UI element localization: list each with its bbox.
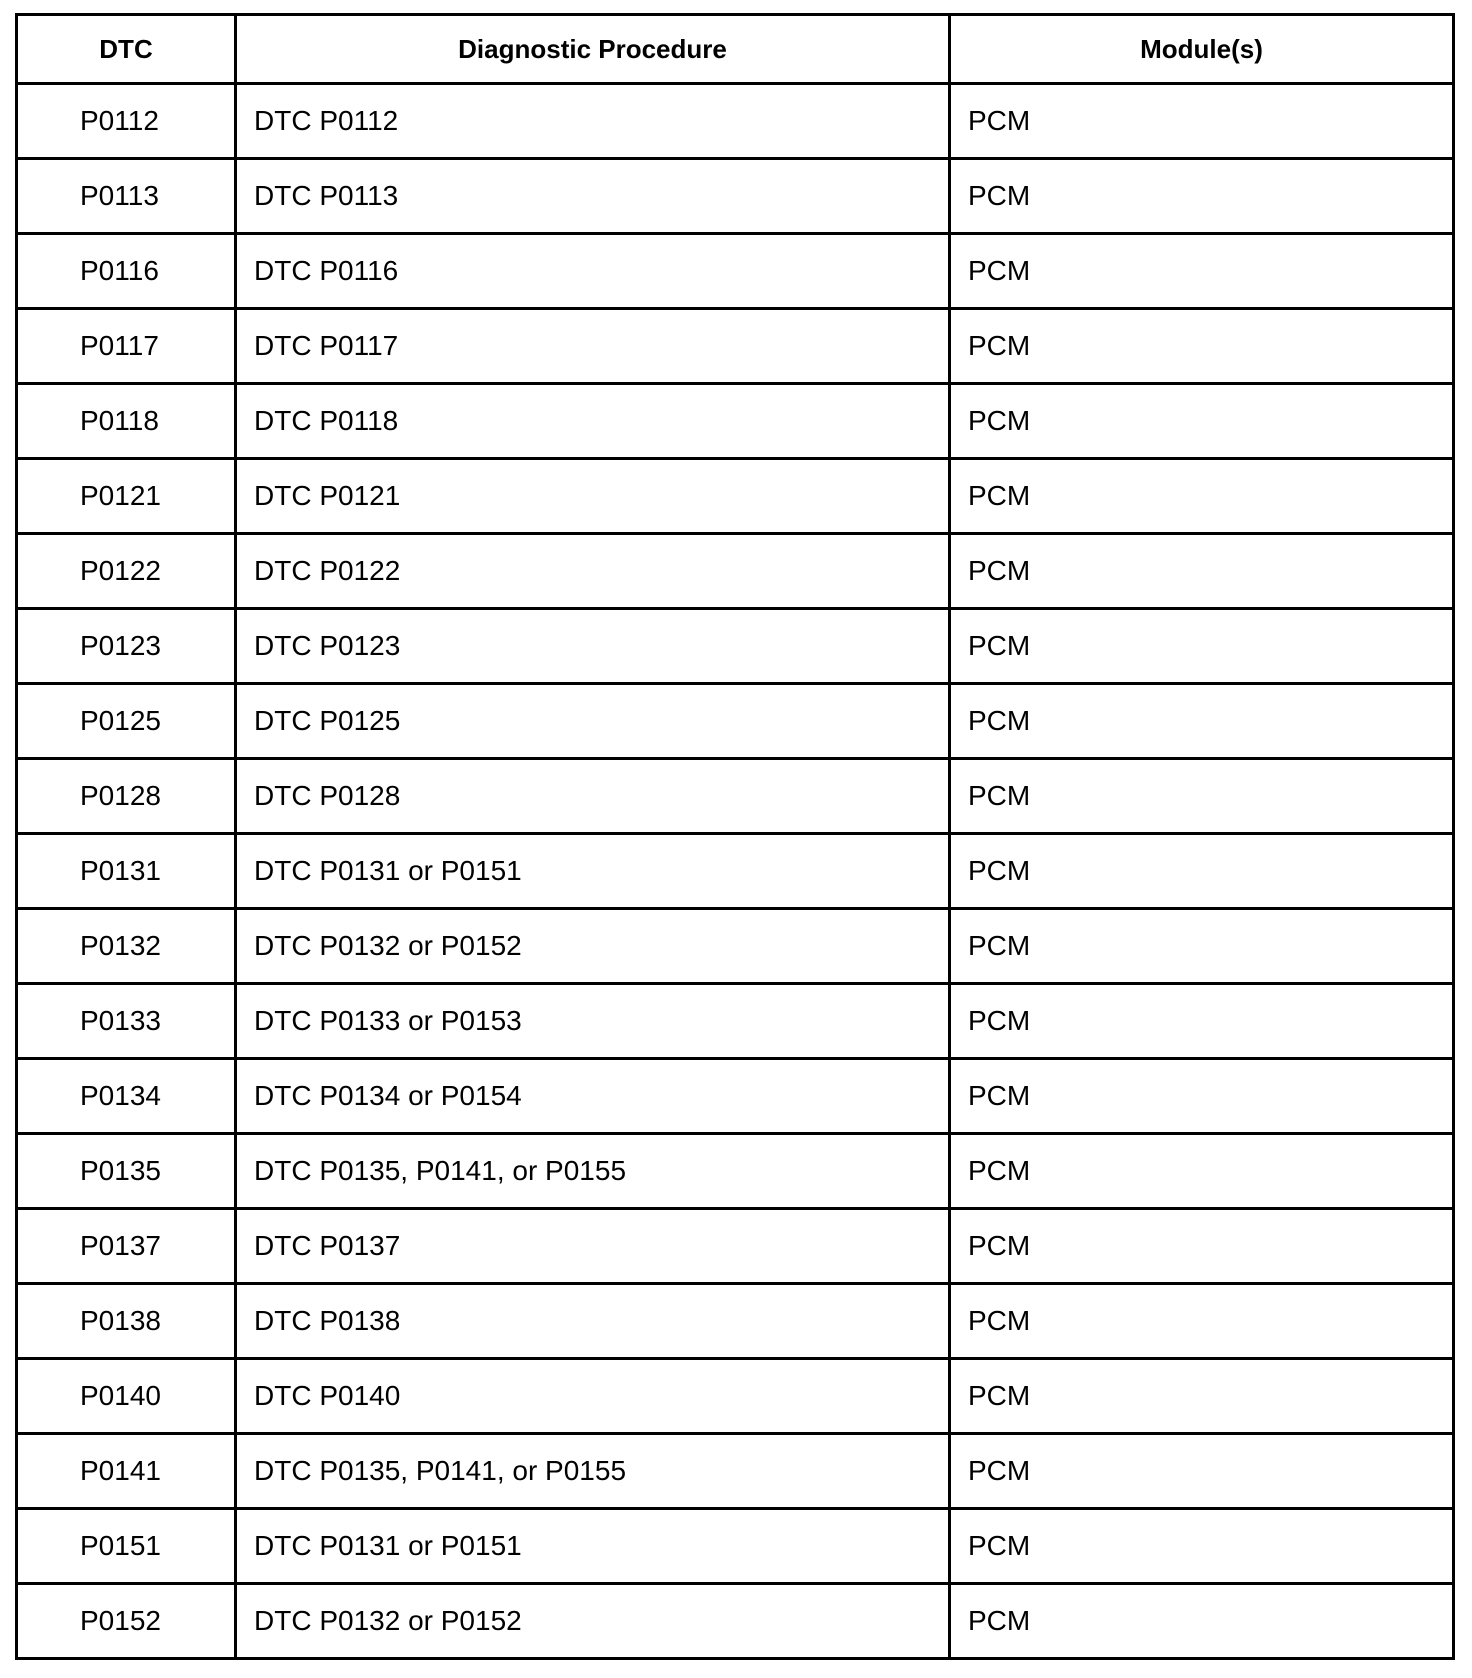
table-row xyxy=(17,1284,1454,1359)
table-row xyxy=(17,759,1454,834)
table-row xyxy=(17,1509,1454,1584)
dtc-code-cell: P0138 xyxy=(17,1284,236,1359)
module-cell: PCM xyxy=(950,1584,1454,1659)
table-row xyxy=(17,609,1454,684)
module-cell: PCM xyxy=(950,159,1454,234)
module-cell: PCM xyxy=(950,1359,1454,1434)
dtc-code-cell: P0118 xyxy=(17,384,236,459)
diagnostic-procedure-cell: DTC P0140 xyxy=(236,1359,950,1434)
module-cell: PCM xyxy=(950,1059,1454,1134)
table-row xyxy=(17,834,1454,909)
header-dtc: DTC xyxy=(17,15,236,84)
table-row xyxy=(17,1359,1454,1434)
table-row xyxy=(17,1209,1454,1284)
module-cell: PCM xyxy=(950,1509,1454,1584)
dtc-code-cell: P0123 xyxy=(17,609,236,684)
diagnostic-procedure-cell: DTC P0132 or P0152 xyxy=(236,1584,950,1659)
diagnostic-procedure-cell: DTC P0128 xyxy=(236,759,950,834)
diagnostic-procedure-cell: DTC P0131 or P0151 xyxy=(236,834,950,909)
table-row xyxy=(17,1434,1454,1509)
dtc-code-cell: P0122 xyxy=(17,534,236,609)
dtc-code-cell: P0112 xyxy=(17,84,236,159)
diagnostic-procedure-cell: DTC P0116 xyxy=(236,234,950,309)
table-row xyxy=(17,159,1454,234)
table-row xyxy=(17,234,1454,309)
table-header-row xyxy=(17,15,1454,84)
diagnostic-procedure-cell: DTC P0133 or P0153 xyxy=(236,984,950,1059)
diagnostic-procedure-cell: DTC P0121 xyxy=(236,459,950,534)
dtc-code-cell: P0134 xyxy=(17,1059,236,1134)
module-cell: PCM xyxy=(950,609,1454,684)
dtc-code-cell: P0117 xyxy=(17,309,236,384)
table-row xyxy=(17,984,1454,1059)
module-cell: PCM xyxy=(950,459,1454,534)
table-row xyxy=(17,1134,1454,1209)
dtc-code-cell: P0140 xyxy=(17,1359,236,1434)
table-body xyxy=(17,84,1454,1659)
diagnostic-procedure-cell: DTC P0113 xyxy=(236,159,950,234)
dtc-code-cell: P0152 xyxy=(17,1584,236,1659)
module-cell: PCM xyxy=(950,984,1454,1059)
header-modules: Module(s) xyxy=(950,15,1454,84)
table-row xyxy=(17,1584,1454,1659)
module-cell: PCM xyxy=(950,1209,1454,1284)
dtc-code-cell: P0151 xyxy=(17,1509,236,1584)
dtc-code-cell: P0121 xyxy=(17,459,236,534)
table-row xyxy=(17,309,1454,384)
header-diagnostic-procedure: Diagnostic Procedure xyxy=(236,15,950,84)
diagnostic-procedure-cell: DTC P0131 or P0151 xyxy=(236,1509,950,1584)
dtc-code-cell: P0133 xyxy=(17,984,236,1059)
dtc-code-cell: P0132 xyxy=(17,909,236,984)
table-row xyxy=(17,84,1454,159)
module-cell: PCM xyxy=(950,759,1454,834)
module-cell: PCM xyxy=(950,1434,1454,1509)
module-cell: PCM xyxy=(950,1284,1454,1359)
module-cell: PCM xyxy=(950,534,1454,609)
module-cell: PCM xyxy=(950,834,1454,909)
dtc-code-cell: P0137 xyxy=(17,1209,236,1284)
diagnostic-procedure-cell: DTC P0112 xyxy=(236,84,950,159)
diagnostic-procedure-cell: DTC P0135, P0141, or P0155 xyxy=(236,1134,950,1209)
dtc-code-cell: P0128 xyxy=(17,759,236,834)
dtc-code-cell: P0125 xyxy=(17,684,236,759)
diagnostic-procedure-cell: DTC P0138 xyxy=(236,1284,950,1359)
diagnostic-procedure-cell: DTC P0125 xyxy=(236,684,950,759)
table-row xyxy=(17,534,1454,609)
module-cell: PCM xyxy=(950,309,1454,384)
diagnostic-procedure-cell: DTC P0118 xyxy=(236,384,950,459)
dtc-code-cell: P0141 xyxy=(17,1434,236,1509)
dtc-code-cell: P0116 xyxy=(17,234,236,309)
diagnostic-procedure-cell: DTC P0134 or P0154 xyxy=(236,1059,950,1134)
module-cell: PCM xyxy=(950,84,1454,159)
table-row xyxy=(17,1059,1454,1134)
diagnostic-procedure-cell: DTC P0135, P0141, or P0155 xyxy=(236,1434,950,1509)
module-cell: PCM xyxy=(950,909,1454,984)
module-cell: PCM xyxy=(950,384,1454,459)
diagnostic-procedure-cell: DTC P0132 or P0152 xyxy=(236,909,950,984)
diagnostic-procedure-cell: DTC P0123 xyxy=(236,609,950,684)
table-row xyxy=(17,684,1454,759)
dtc-code-cell: P0113 xyxy=(17,159,236,234)
module-cell: PCM xyxy=(950,234,1454,309)
module-cell: PCM xyxy=(950,1134,1454,1209)
table-row xyxy=(17,459,1454,534)
dtc-code-cell: P0135 xyxy=(17,1134,236,1209)
table-row xyxy=(17,909,1454,984)
diagnostic-procedure-cell: DTC P0122 xyxy=(236,534,950,609)
table-row xyxy=(17,384,1454,459)
diagnostic-procedure-cell: DTC P0137 xyxy=(236,1209,950,1284)
module-cell: PCM xyxy=(950,684,1454,759)
dtc-code-cell: P0131 xyxy=(17,834,236,909)
diagnostic-procedure-cell: DTC P0117 xyxy=(236,309,950,384)
dtc-table xyxy=(15,13,1455,1660)
